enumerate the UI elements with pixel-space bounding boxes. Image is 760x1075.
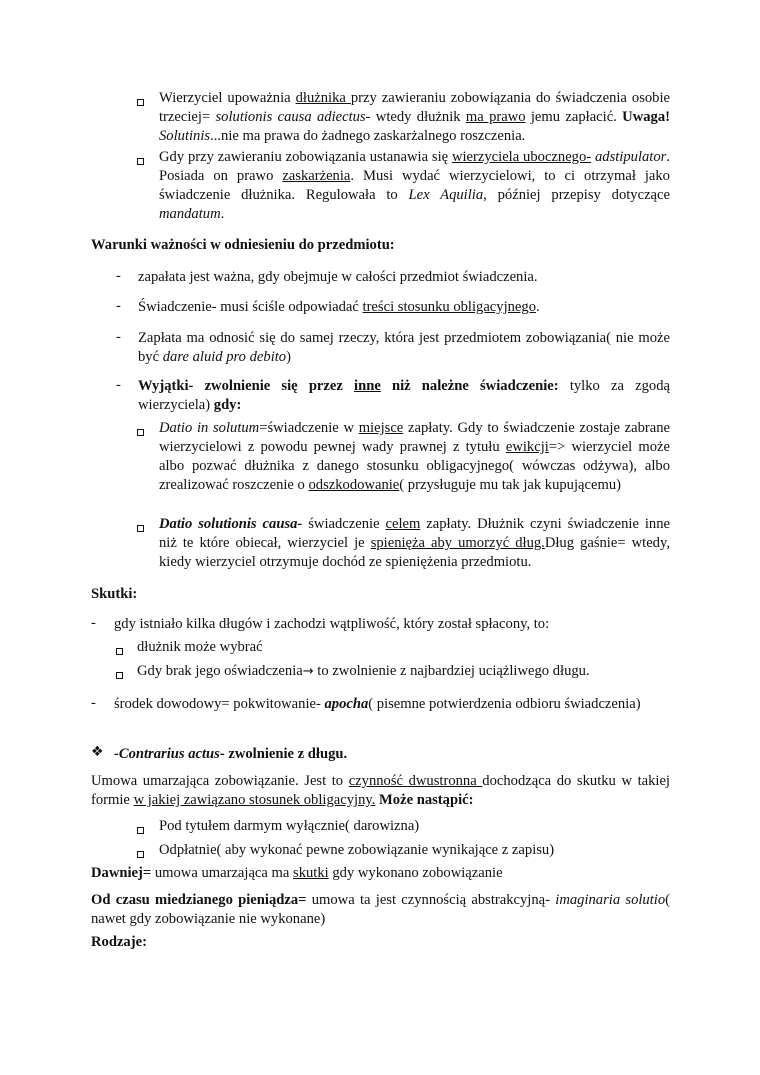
text: . Musi wydać wierzycielowi, to ci otrzymał jako świadczenie dłużnika. Regulowała to — [159, 168, 670, 203]
text: przy zawieraniu zobowiązania do świadczenia osobie trzeciej= — [159, 90, 670, 125]
bold-text: Dawniej= — [91, 865, 152, 881]
latin-term: Solutinis — [159, 128, 211, 144]
underlined-term: dłużnika — [295, 90, 351, 106]
text: ...nie ma prawa do żadnego zaskarżalnego roszczenia. — [210, 128, 526, 144]
paragraph-adstipulator — [159, 148, 670, 224]
text: Świadczenie- musi ściśle odpowiadać — [138, 299, 363, 315]
underlined-term: celem — [385, 516, 421, 532]
skutki-sub-2 — [137, 662, 590, 681]
bold-text: Od czasu miedzianego pieniądza= — [91, 892, 307, 908]
latin-term: imaginaria solutio — [555, 892, 666, 908]
warunki-item-1 — [138, 268, 670, 287]
dash-bullet: - — [116, 298, 121, 314]
text: Gdy brak jego oświadczenia — [137, 663, 303, 679]
heading-text: Skutki: — [91, 586, 138, 602]
warunki-item-3 — [138, 329, 670, 367]
text: Dług gaśnie= wtedy, kiedy wierzyciel otrzymuje dochód ze spieniężenia przedmiotu. — [159, 535, 670, 570]
heading-text: Rodzaje: — [91, 934, 147, 950]
text: umowa umarzająca ma — [151, 865, 294, 881]
underlined-term: inne — [354, 378, 381, 394]
square-bullet-icon — [137, 827, 144, 834]
text: =świadczenie w — [259, 420, 359, 436]
square-bullet-icon — [116, 648, 123, 655]
heading-rodzaje — [91, 933, 147, 952]
paragraph-umowa-umarzajaca — [91, 772, 670, 810]
skutki-item-1 — [114, 615, 670, 634]
text: świadczenie — [302, 516, 386, 532]
text: Zapłata ma odnosić się do samej rzeczy, która jest przedmiotem zobowiązania( nie może być — [138, 330, 670, 365]
underlined-term: w jakiej zawiązano stosunek obligacyjny. — [133, 792, 376, 808]
diamond-bullet-icon: ❖ — [91, 744, 104, 760]
skutki-sub-1 — [137, 638, 263, 657]
square-bullet-icon — [137, 851, 144, 858]
latin-term-bold: apocha — [324, 696, 369, 712]
arrow-right-icon: → — [302, 664, 314, 679]
dash-bullet: - — [116, 268, 121, 284]
paragraph-datio-in-solutum — [159, 419, 670, 495]
text: gdy istniało kilka długów i zachodzi wątpliwość, który został spłacony, to: — [114, 616, 550, 632]
underlined-term: miejsce — [358, 420, 404, 436]
latin-term: adstipulator — [594, 149, 667, 165]
contrarius-sub-2 — [159, 841, 554, 860]
latin-term-bold: -Contrarius actus — [114, 746, 220, 762]
underlined-term: spienięża aby umorzyć dług. — [370, 535, 545, 551]
text: ( pisemne potwierdzenia odbioru świadczenia) — [368, 696, 641, 712]
paragraph-datio-solutionis-causa — [159, 515, 670, 572]
text: . — [536, 299, 540, 315]
text: Pod tytułem darmym wyłącznie( darowizna) — [159, 818, 420, 834]
text: zapałata jest ważna, gdy obejmuje w całości przedmiot świadczenia. — [138, 269, 538, 285]
latin-term: Datio in solutum — [159, 420, 260, 436]
text: Odpłatnie( aby wykonać pewne zobowiązanie wynikające z zapisu) — [159, 842, 555, 858]
contrarius-sub-1 — [159, 817, 419, 836]
heading-warunki — [91, 236, 671, 255]
bold-text: Może nastąpić: — [379, 792, 474, 808]
text: środek dowodowy= pokwitowanie- — [114, 696, 325, 712]
text: - wtedy dłużnik — [365, 109, 466, 125]
paragraph-dawniej — [91, 864, 670, 883]
square-bullet-icon — [137, 429, 144, 436]
text: tylko za zgodą wierzyciela) — [138, 378, 670, 413]
dash-bullet: - — [116, 329, 121, 345]
text: Umowa umarzająca zobowiązanie. Jest to — [91, 773, 349, 789]
underlined-term: skutki — [293, 865, 329, 881]
bold-warning: Uwaga! — [622, 109, 671, 125]
square-bullet-icon — [137, 99, 144, 106]
text: dłużnik może wybrać — [137, 639, 263, 655]
square-bullet-icon — [137, 158, 144, 165]
text: Wierzyciel upoważnia — [159, 90, 296, 106]
underlined-term: wierzyciela ubocznego- — [451, 149, 592, 165]
bold-text: Wyjątki- zwolnienie się przez — [138, 378, 355, 394]
warunki-item-4-wyjatki — [138, 377, 670, 415]
text: . Posiada on prawo — [159, 149, 670, 184]
underlined-term: czynność dwustronna — [348, 773, 483, 789]
paragraph-wierzyciel-upowaznia — [159, 89, 670, 146]
heading-contrarius-actus — [114, 745, 347, 764]
text: dochodząca do skutku w takiej formie — [91, 773, 670, 808]
heading-skutki — [91, 585, 137, 604]
underlined-term: ma prawo — [465, 109, 526, 125]
square-bullet-icon — [137, 525, 144, 532]
bold-text: niż należne świadczenie: — [380, 378, 559, 394]
text: ( przysługuje mu tak jak kupującemu) — [399, 477, 621, 493]
underlined-term: odszkodowanie — [308, 477, 400, 493]
text: . — [220, 206, 225, 222]
latin-term: dare aluid pro debito — [162, 349, 287, 365]
latin-term: Lex Aquilia — [408, 187, 484, 203]
paragraph-od-czasu — [91, 891, 670, 929]
heading-text: Warunki ważności w odniesieniu do przedmiotu: — [91, 237, 395, 253]
text: jemu zapłacić. — [525, 109, 623, 125]
text: gdy wykonano zobowiązanie — [328, 865, 503, 881]
text: zapłaty. Gdy to świadczenie zostaje zabrane wierzycielowi z powodu pewnej wady prawnej z tytułu — [159, 420, 670, 455]
square-bullet-icon — [116, 672, 123, 679]
latin-term-bold: Datio solutionis causa- — [159, 516, 303, 532]
dash-bullet: - — [116, 377, 121, 393]
latin-term: mandatum — [159, 206, 221, 222]
text: Gdy przy zawieraniu zobowiązania ustanawia się — [159, 149, 452, 165]
text: umowa ta jest czynnością abstrakcyjną- — [306, 892, 556, 908]
underlined-term: ewikcji — [505, 439, 549, 455]
text: ) — [286, 349, 291, 365]
underlined-term: treści stosunku obligacyjnego — [362, 299, 536, 315]
bold-text: gdy: — [213, 397, 242, 413]
text: ( nawet gdy zobowiązanie nie wykonane) — [91, 892, 671, 927]
text: , później przepisy dotyczące — [483, 187, 670, 203]
underlined-term: zaskarżenia — [282, 168, 351, 184]
text: to zwolnienie z najbardziej uciążliwego długu. — [313, 663, 590, 679]
latin-term: solutionis causa adiectus — [215, 109, 366, 125]
warunki-item-2 — [138, 298, 670, 317]
dash-bullet: - — [91, 615, 96, 631]
text: => wierzyciel może albo pozwać dłużnika z danego stosunku obligacyjnego( wówczas odżywa), albo zrealizować roszczenie o — [159, 439, 670, 493]
heading-text: - zwolnienie z długu. — [219, 746, 348, 762]
text: zapłaty. Dłużnik czyni świadczenie inne niż te które obiecał, wierzyciel je — [159, 516, 670, 551]
skutki-item-2 — [114, 695, 674, 714]
dash-bullet: - — [91, 695, 96, 711]
